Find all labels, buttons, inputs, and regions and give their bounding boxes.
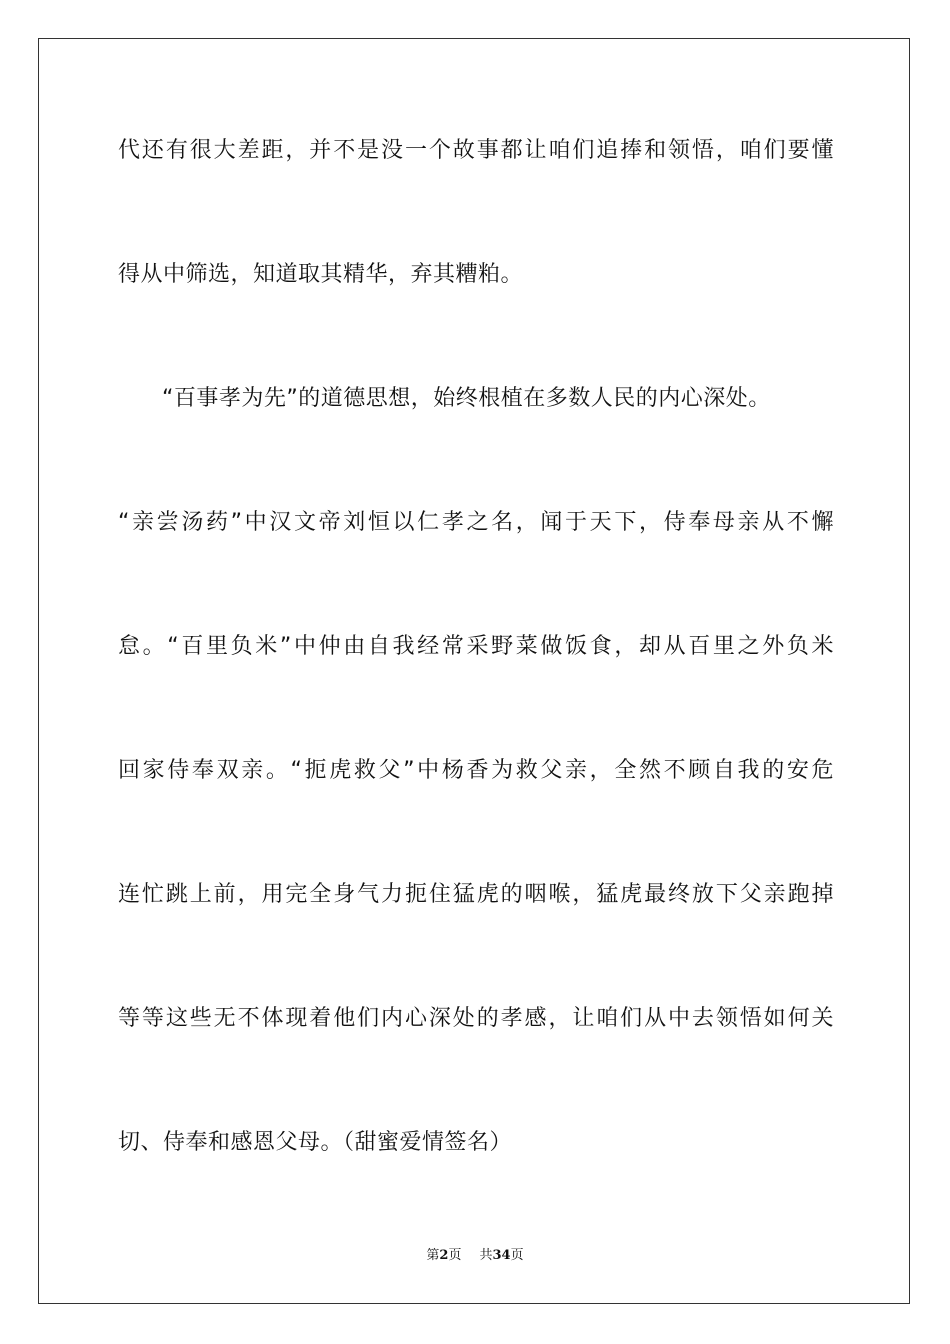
page-border [38, 38, 910, 1304]
body-line-7: 连忙跳上前，用完全身气力扼住猛虎的咽喉，猛虎最终放下父亲跑掉 [118, 882, 834, 907]
total-suffix: 页 [510, 1248, 524, 1263]
total-prefix: 共 [479, 1248, 493, 1263]
body-line-9: 切、侍奉和感恩父母。（甜蜜爱情签名） [118, 1130, 513, 1155]
body-line-6: 回家侍奉双亲。“扼虎救父”中杨香为救父亲，全然不顾自我的安危 [118, 758, 834, 783]
page-prefix: 第 [426, 1248, 440, 1263]
page-suffix: 页 [448, 1248, 462, 1263]
body-line-1: 代还有很大差距，并不是没一个故事都让咱们追捧和领悟，咱们要懂 [118, 138, 834, 163]
total-pages: 34 [492, 1248, 511, 1263]
body-line-4: “亲尝汤药”中汉文帝刘恒以仁孝之名，闻于天下，侍奉母亲从不懈 [118, 510, 834, 535]
body-line-5: 怠。“百里负米”中仲由自我经常采野菜做饭食，却从百里之外负米 [118, 634, 834, 659]
page-footer [0, 1247, 950, 1265]
page-number: 2 [439, 1248, 449, 1263]
body-line-8: 等等这些无不体现着他们内心深处的孝感，让咱们从中去领悟如何关 [118, 1006, 834, 1031]
body-line-3: “百事孝为先”的道德思想，始终根植在多数人民的内心深处。 [162, 386, 771, 411]
body-line-2: 得从中筛选，知道取其精华，弃其糟粕。 [118, 262, 524, 287]
